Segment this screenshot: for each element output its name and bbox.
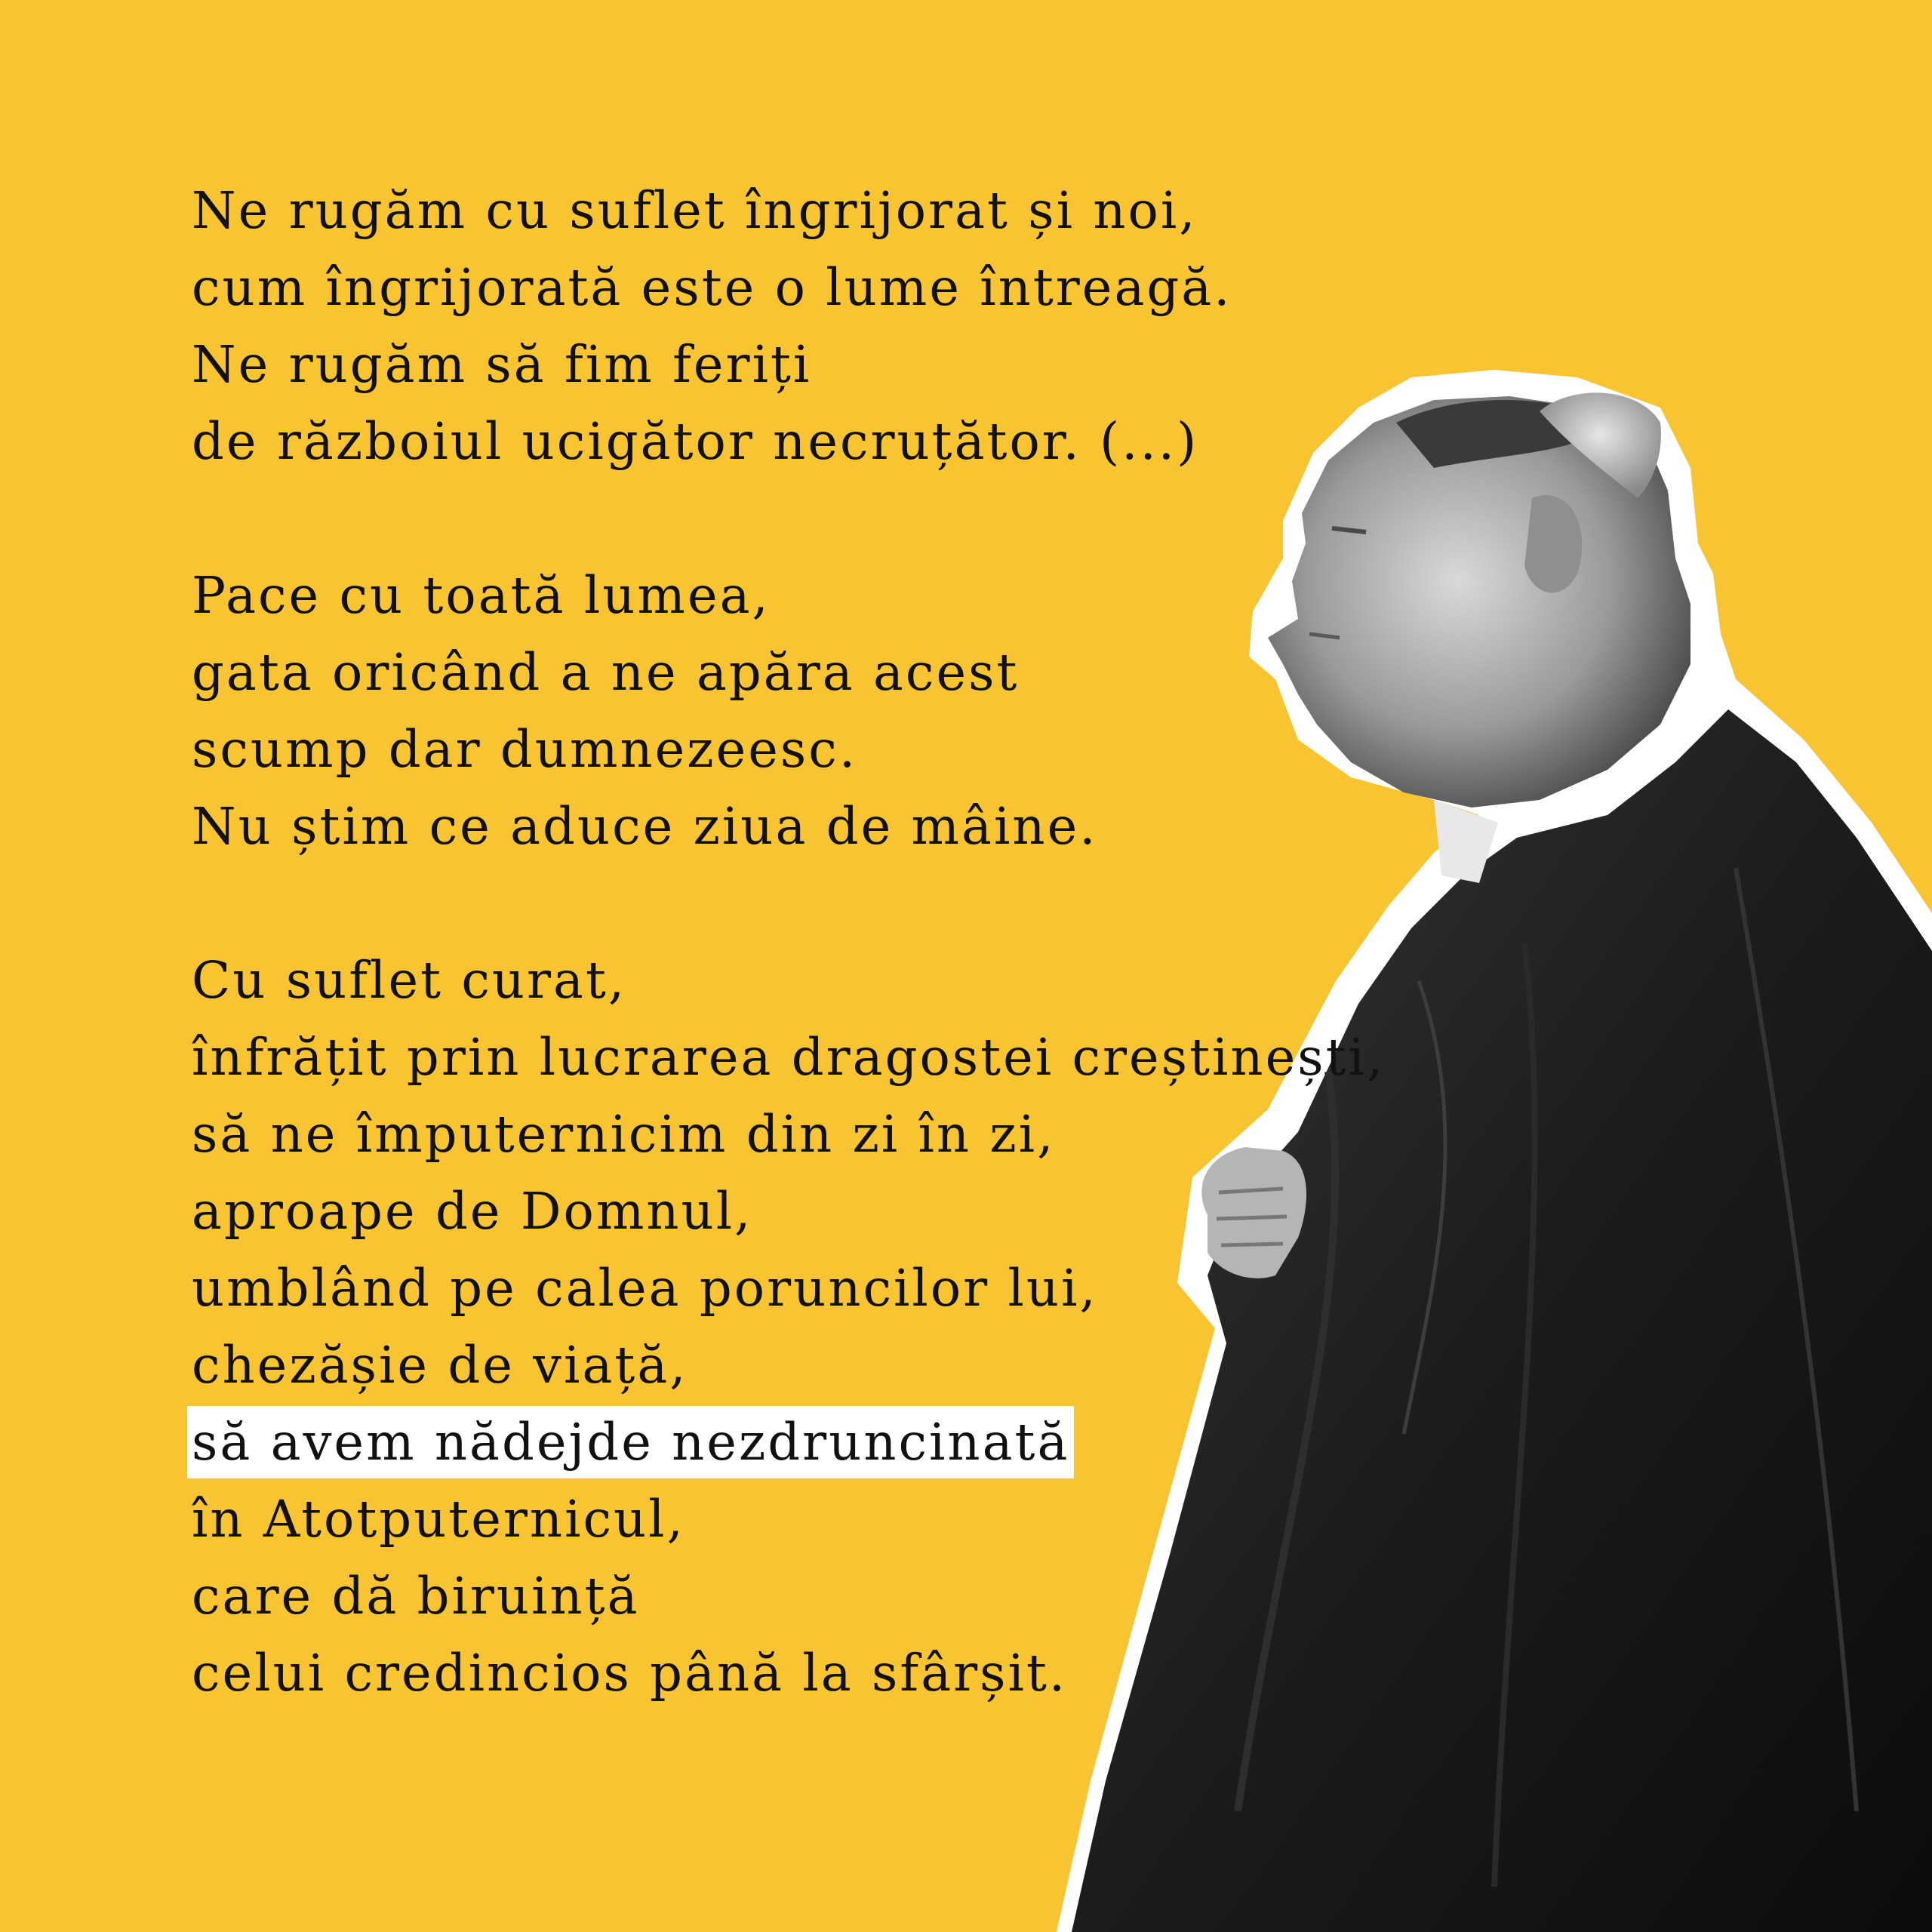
stanza-1	[192, 172, 1399, 480]
poem-line: Pace cu toată lumea,	[192, 566, 771, 625]
poem-line: înfrățit prin lucrarea dragostei creștinești,	[192, 1028, 1386, 1087]
poem-line: Ne rugăm să fim feriți	[192, 335, 812, 394]
poem-line: scump dar dumnezeesc.	[192, 720, 858, 779]
stanza-2	[192, 557, 1399, 865]
poem-line: Ne rugăm cu suflet îngrijorat și noi,	[192, 181, 1198, 240]
poem-line: aproape de Domnul,	[192, 1182, 753, 1241]
stanza-3	[192, 942, 1399, 1712]
poem-line: gata oricând a ne apăra acest	[192, 643, 1020, 702]
poem-line: celui credincios până la sfârșit.	[192, 1644, 1068, 1703]
poem-line: cum îngrijorată este o lume întreagă.	[192, 258, 1232, 317]
poem-line: chezășie de viață,	[192, 1336, 688, 1395]
poem-line: umblând pe calea poruncilor lui,	[192, 1259, 1098, 1318]
poem	[192, 172, 1399, 1789]
poem-line: Cu suflet curat,	[192, 951, 627, 1010]
poem-line: de războiul ucigător necruțător. (...)	[192, 412, 1199, 471]
poem-line: în Atotputernicul,	[192, 1490, 685, 1549]
poem-line: să ne împuternicim din zi în zi,	[192, 1105, 1056, 1164]
poem-line: care dă biruință	[192, 1567, 640, 1626]
poem-line: Nu știm ce aduce ziua de mâine.	[192, 797, 1098, 856]
highlighted-poem-line: să avem nădejde nezdruncinată	[192, 1404, 1399, 1481]
